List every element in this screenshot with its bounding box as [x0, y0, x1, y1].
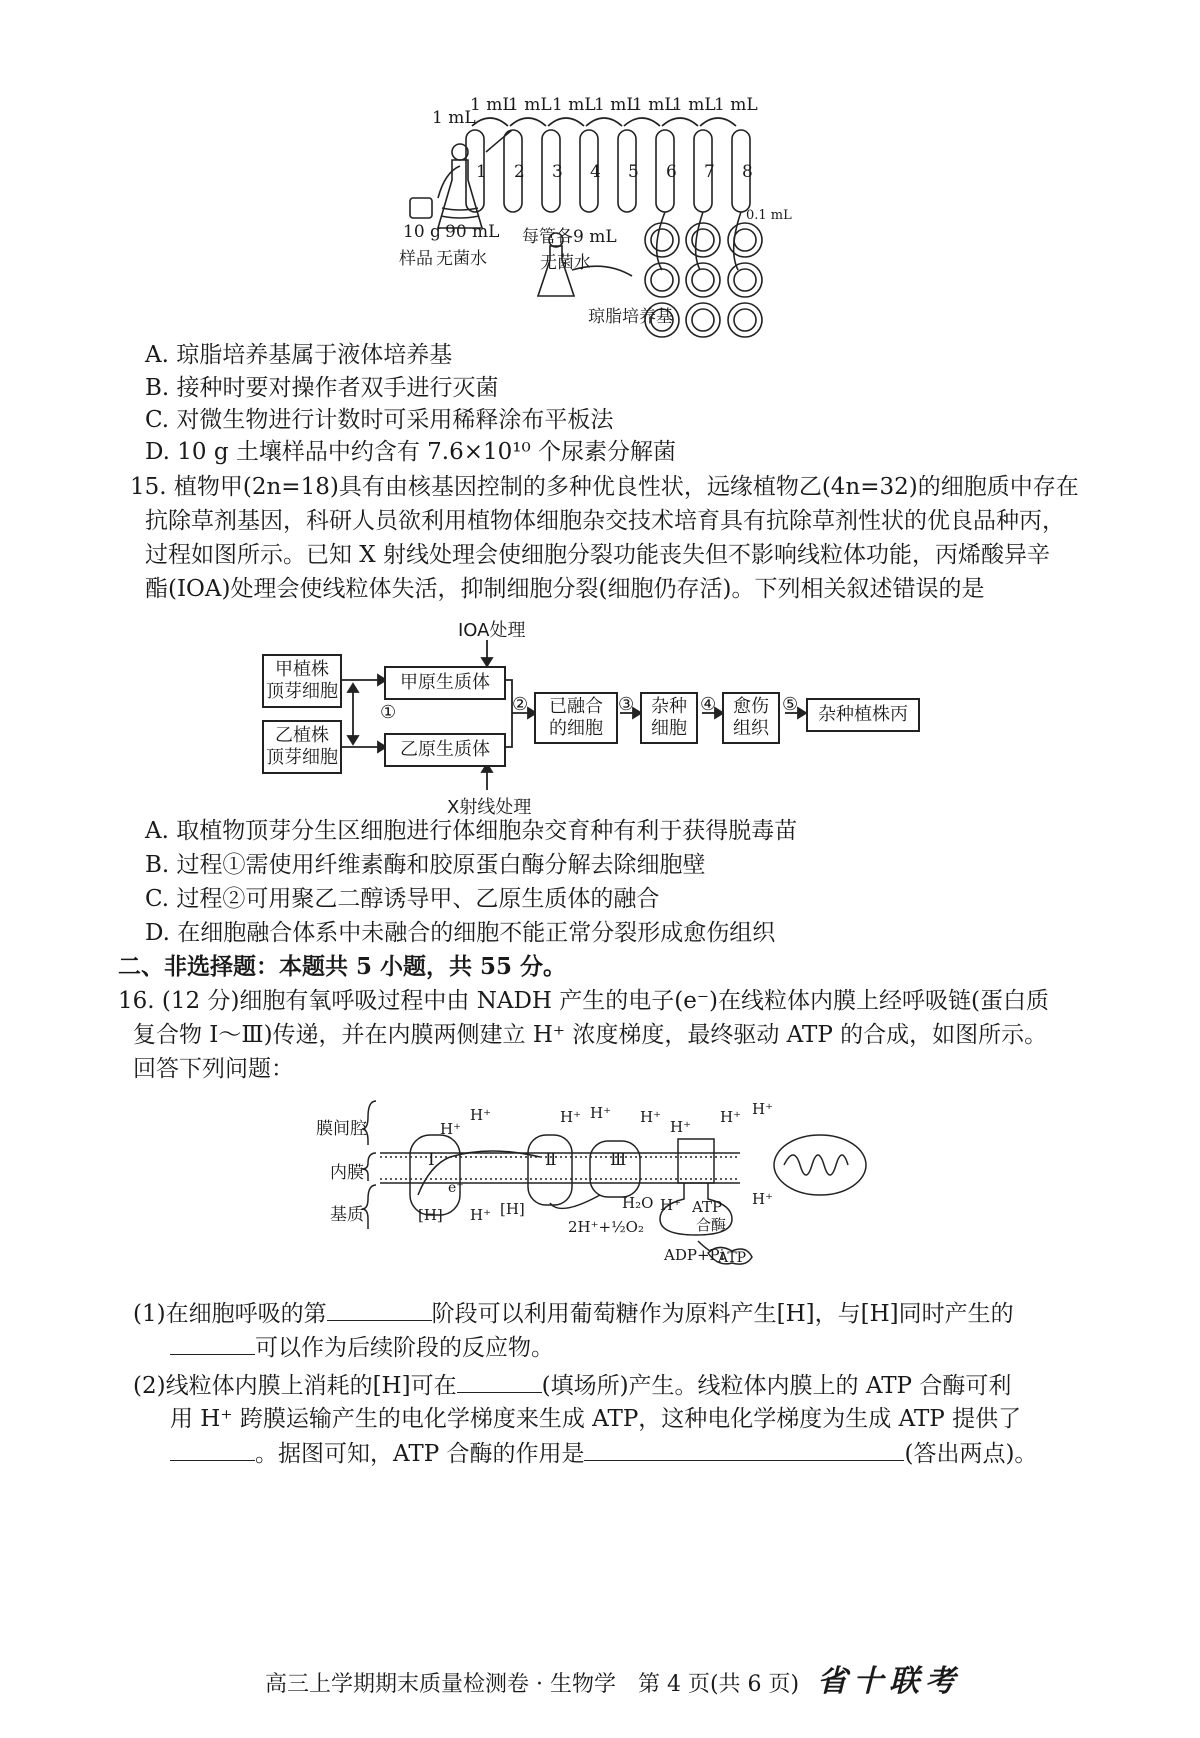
plant-yi-line1: 乙植株	[275, 725, 329, 746]
sample-label: 样品	[399, 249, 433, 269]
q16-sub1-line2	[170, 1332, 554, 1363]
proton-10: H⁺	[660, 1196, 681, 1214]
callus-line2: 组织	[733, 718, 769, 739]
intermembrane-space-label: 膜间腔	[316, 1119, 367, 1139]
proton-4: H⁺	[590, 1104, 611, 1122]
proton-9: H⁺	[470, 1206, 491, 1224]
q16-stem-line-2: 复合物 Ⅰ～Ⅲ)传递，并在内膜两侧建立 H⁺ 浓度梯度，最终驱动 ATP 的合成，如图所示。	[133, 1022, 1048, 1048]
tube-volume-2: 1 mL	[508, 95, 552, 115]
q16-sub2-text-d: 。据图可知，ATP 合酶的作用是	[255, 1441, 585, 1467]
complex-i-label: Ⅰ	[428, 1150, 435, 1170]
sample-mass: 10 g	[403, 222, 441, 242]
protoplast-yi: 乙原生质体	[384, 733, 506, 767]
plant-jia-bud-cells	[262, 654, 342, 708]
q16-sub1-text-b: 阶段可以利用葡萄糖作为原料产生[H]，与[H]同时产生的	[431, 1301, 1014, 1327]
q16-sub2-line3	[170, 1438, 1037, 1469]
answer-blank-4[interactable]	[170, 1438, 255, 1461]
q16-stem-line-3: 回答下列问题：	[133, 1056, 294, 1082]
q15-stem-line-4: 酯(IOA)处理会使线粒体失活，抑制细胞分裂(细胞仍存活)。下列相关叙述错误的是	[145, 576, 985, 602]
plant-yi-bud-cells	[262, 720, 342, 774]
xray-treatment-label: X射线处理	[447, 797, 532, 818]
proton-2: H⁺	[470, 1106, 491, 1124]
q16-stem-line-1: 16. (12 分)细胞有氧呼吸过程中由 NADH 产生的电子(e⁻)在线粒体内膜上经呼吸链(蛋白质	[118, 988, 1049, 1014]
tube-volume-7: 1 mL	[714, 95, 758, 115]
footer-text: 高三上学期期末质量检测卷 · 生物学 第 4 页(共 6 页)	[265, 1672, 800, 1697]
tube-number-7: 7	[704, 162, 715, 182]
tube-volume-4: 1 mL	[594, 95, 638, 115]
tube-volume-1: 1 mL	[470, 95, 514, 115]
plating-volume: 0.1 mL	[746, 208, 792, 223]
hybrid-plant-bing: 杂种植株丙	[806, 698, 920, 732]
tube-volume-3: 1 mL	[552, 95, 596, 115]
footer-brand: 省十联考	[817, 1664, 962, 1699]
q14-option-d: D. 10 g 土壤样品中约含有 7.6×10¹⁰ 个尿素分解菌	[145, 439, 677, 465]
step-5-label: ⑤	[782, 694, 799, 715]
complex-iii-label: Ⅲ	[610, 1150, 627, 1170]
q16-sub2-line2: 用 H⁺ 跨膜运输产生的电化学梯度来生成 ATP，这种电化学梯度为生成 ATP 提供了	[170, 1406, 1022, 1432]
fused-cells	[534, 692, 618, 744]
q15-stem-line-2: 抗除草剂基因，科研人员欲利用植物体细胞杂交技术培育具有抗除草剂性状的优良品种丙，	[145, 508, 1065, 534]
q15-stem-line-3: 过程如图所示。已知 X 射线处理会使细胞分裂功能丧失但不影响线粒体功能，丙烯酸异辛	[145, 542, 1050, 568]
oxygen-reaction-label: 2H⁺+½O₂	[568, 1218, 644, 1236]
matrix-label: 基质	[330, 1205, 364, 1225]
answer-blank-1[interactable]	[327, 1298, 432, 1321]
q16-sub2-text-e: (答出两点)。	[904, 1441, 1038, 1467]
tube-water-label: 无菌水	[540, 253, 591, 273]
answer-blank-5[interactable]	[584, 1438, 904, 1461]
inner-membrane-label: 内膜	[330, 1163, 364, 1183]
flask-volume-label: 1 mL	[432, 108, 476, 128]
q14-option-a: A. 琼脂培养基属于液体培养基	[145, 342, 453, 368]
q16-sub1-text-a: (1)在细胞呼吸的第	[133, 1301, 327, 1327]
protoplast-jia: 甲原生质体	[384, 666, 506, 700]
proton-6: H⁺	[670, 1118, 691, 1136]
q16-sub2-line1	[133, 1370, 1011, 1401]
proton-5: H⁺	[640, 1108, 661, 1126]
tube-volume-6: 1 mL	[672, 95, 716, 115]
section-two-heading: 二、非选择题：本题共 5 小题，共 55 分。	[118, 953, 567, 980]
nadh-right: [H]	[500, 1200, 525, 1218]
fused-line2: 的细胞	[549, 718, 603, 739]
complex-ii-label: Ⅱ	[545, 1150, 557, 1170]
answer-blank-2[interactable]	[170, 1332, 255, 1355]
tube-number-5: 5	[628, 162, 639, 182]
tube-number-1: 1	[476, 162, 487, 182]
step-4-label: ④	[700, 694, 717, 715]
tube-number-3: 3	[552, 162, 563, 182]
q15-option-b: B. 过程①需使用纤维素酶和胶原蛋白酶分解去除细胞壁	[145, 852, 706, 878]
q14-option-c: C. 对微生物进行计数时可采用稀释涂布平板法	[145, 407, 614, 433]
hybrid-cells	[640, 692, 698, 744]
step-3-label: ③	[618, 694, 635, 715]
atp-product-label: ATP	[718, 1250, 747, 1266]
callus-line1: 愈伤	[733, 696, 769, 717]
proton-11: H⁺	[752, 1190, 773, 1208]
nadh-left: [H]	[418, 1206, 443, 1224]
water-volume: 90 mL	[445, 222, 500, 242]
answer-blank-3[interactable]	[457, 1370, 542, 1393]
step-2-label: ②	[512, 694, 529, 715]
electron-label: e⁻	[448, 1180, 464, 1196]
water-label: 无菌水	[436, 249, 487, 269]
respiratory-chain-figure	[300, 1095, 900, 1275]
plant-jia-line1: 甲植株	[275, 659, 329, 680]
q16-sub2-text-b: (填场所)产生。线粒体内膜上的 ATP 合酶可利	[541, 1373, 1012, 1399]
fused-line1: 已融合	[549, 696, 603, 717]
proton-3: H⁺	[560, 1108, 581, 1126]
q16-sub1-text-c: 可以作为后续阶段的反应物。	[255, 1335, 554, 1361]
water-product-label: H₂O	[622, 1194, 654, 1212]
plant-yi-line2: 顶芽细胞	[266, 747, 338, 768]
atp-synthase-line2: 合酶	[696, 1216, 727, 1234]
tube-number-2: 2	[514, 162, 525, 182]
tube-number-8: 8	[742, 162, 753, 182]
ioa-treatment-label: IOA处理	[458, 620, 526, 641]
step-1-label: ①	[380, 702, 397, 723]
tube-number-4: 4	[590, 162, 601, 182]
hybrid-line2: 细胞	[651, 718, 687, 739]
tube-number-6: 6	[666, 162, 677, 182]
q15-option-d: D. 在细胞融合体系中未融合的细胞不能正常分裂形成愈伤组织	[145, 920, 776, 946]
tube-water-volume: 每管各9 mL	[522, 227, 617, 247]
q16-sub1-line1	[133, 1298, 1014, 1329]
q16-sub2-text-a: (2)线粒体内膜上消耗的[H]可在	[133, 1373, 457, 1399]
q15-option-c: C. 过程②可用聚乙二醇诱导甲、乙原生质体的融合	[145, 886, 660, 912]
tube-volume-5: 1 mL	[632, 95, 676, 115]
hybrid-line1: 杂种	[651, 696, 687, 717]
proton-8: H⁺	[752, 1100, 773, 1118]
atp-synthase-line1: ATP	[692, 1198, 723, 1216]
agar-medium-label: 琼脂培养基	[588, 307, 673, 327]
adp-pi-label: ADP+Pi	[664, 1246, 725, 1264]
page-footer	[265, 1656, 961, 1700]
q14-option-b: B. 接种时要对操作者双手进行灭菌	[145, 375, 499, 401]
proton-1: H⁺	[440, 1120, 461, 1138]
proton-7: H⁺	[720, 1108, 741, 1126]
plant-jia-line2: 顶芽细胞	[266, 681, 338, 702]
q15-stem-line-1: 15. 植物甲(2n=18)具有由核基因控制的多种优良性状，远缘植物乙(4n=32)的细胞质中存在	[130, 474, 1079, 500]
callus-tissue	[722, 692, 780, 744]
q15-option-a: A. 取植物顶芽分生区细胞进行体细胞杂交育种有利于获得脱毒苗	[145, 818, 798, 844]
